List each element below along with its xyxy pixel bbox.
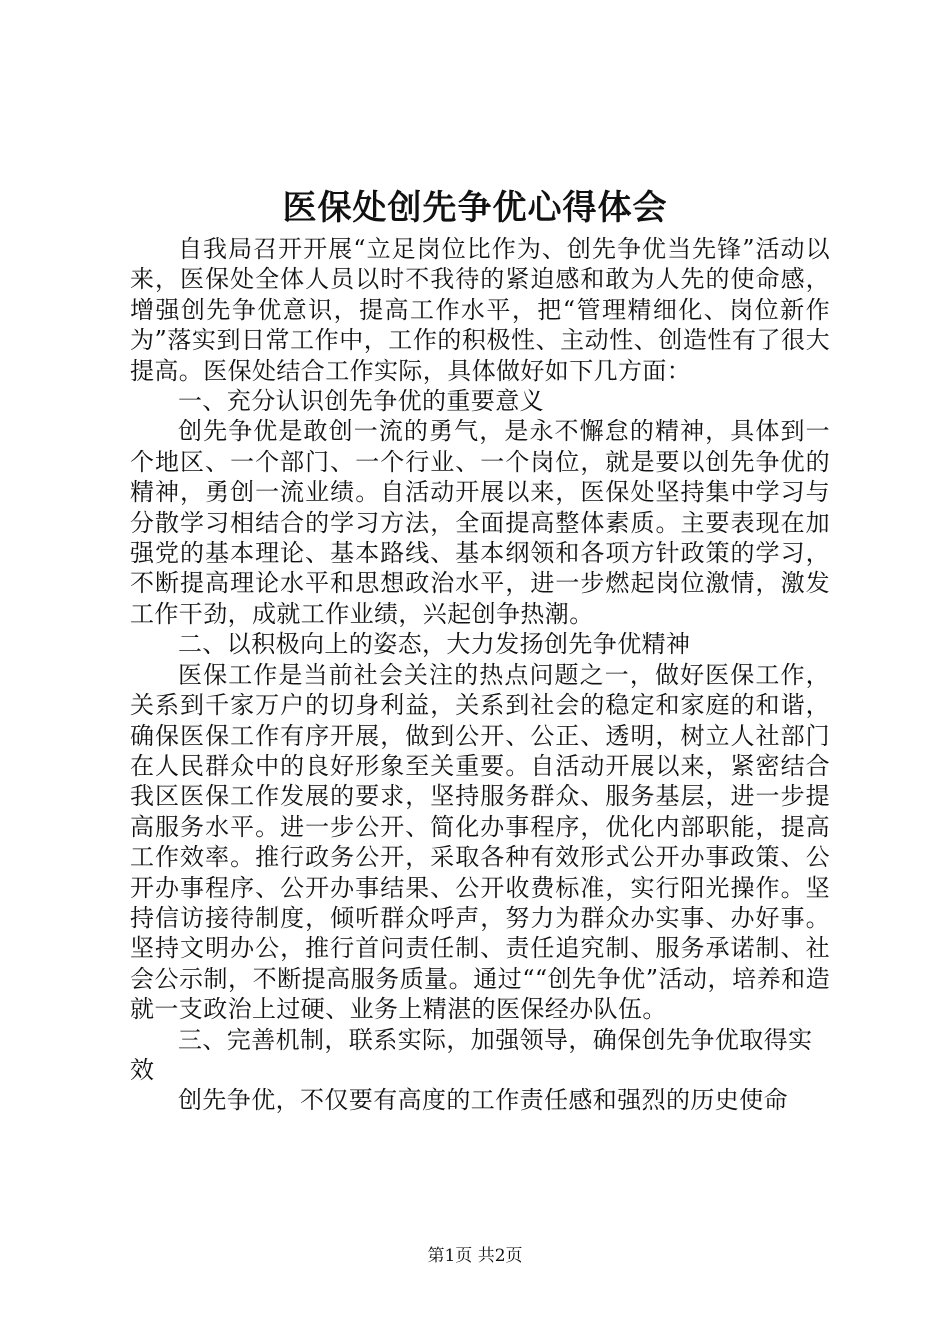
section-2-paragraph: 医保工作是当前社会关注的热点问题之一，做好医保工作，关系到千家万户的切身利益，关系到社会的稳定和家庭的和谐，确保医保工作有序开展，做到公开、公正、透明，树立人社部门在人民群众中的良好形象至关重要。自活动开展以来，紧密结合我区医保工作发展的要求，坚持服务群众、服务基层，进一步提高服务水平。进一步公开、简化办事程序，优化内部职能，提高工作效率。推行政务公开，采取各种有效形式公开办事政策、公开办事程序、公开办事结果、公开收费标准，实行阳光操作。坚持信访接待制度，倾听群众呼声，努力为群众办实事、办好事。坚持文明办公，推行首问责任制、责任追究制、服务承诺制、社会公示制，不断提高服务质量。通过““创先争优”活动，培养和造就一支政治上过硬、业务上精湛的医保经办队伍。	[130, 660, 830, 1024]
section-heading-1: 一、充分认识创先争优的重要意义	[178, 387, 544, 416]
document-title: 医保处创先争优心得体会	[282, 188, 668, 228]
section-3-paragraph: 创先争优，不仅要有高度的工作责任感和强烈的历史使命	[178, 1086, 788, 1115]
section-heading-3: 三、完善机制，联系实际，加强领导，确保创先争优取得实效	[130, 1025, 813, 1084]
section-1-paragraph: 创先争优是敢创一流的勇气，是永不懈怠的精神，具体到一个地区、一个部门、一个行业、一个岗位，就是要以创先争优的精神，勇创一流业绩。自活动开展以来，医保处坚持集中学习与分散学习相结合的学习方法，全面提高整体素质。主要表现在加强党的基本理论、基本路线、基本纲领和各项方针政策的学习，不断提高理论水平和思想政治水平，进一步燃起岗位激情，激发工作干劲，成就工作业绩，兴起创争热潮。	[130, 417, 830, 628]
page-number-footer: 第1页 共2页	[427, 1246, 523, 1266]
document-body	[130, 234, 830, 1116]
intro-paragraph: 自我局召开开展“立足岗位比作为、创先争优当先锋”活动以来，医保处全体人员以时不我待的紧迫感和敢为人先的使命感，增强创先争优意识，提高工作水平，把“管理精细化、岗位新作为”落实到日常工作中，工作的积极性、主动性、创造性有了很大提高。医保处结合工作实际，具体做好如下几方面：	[130, 235, 830, 385]
section-heading-2: 二、以积极向上的姿态，大力发扬创先争优精神	[178, 630, 691, 659]
